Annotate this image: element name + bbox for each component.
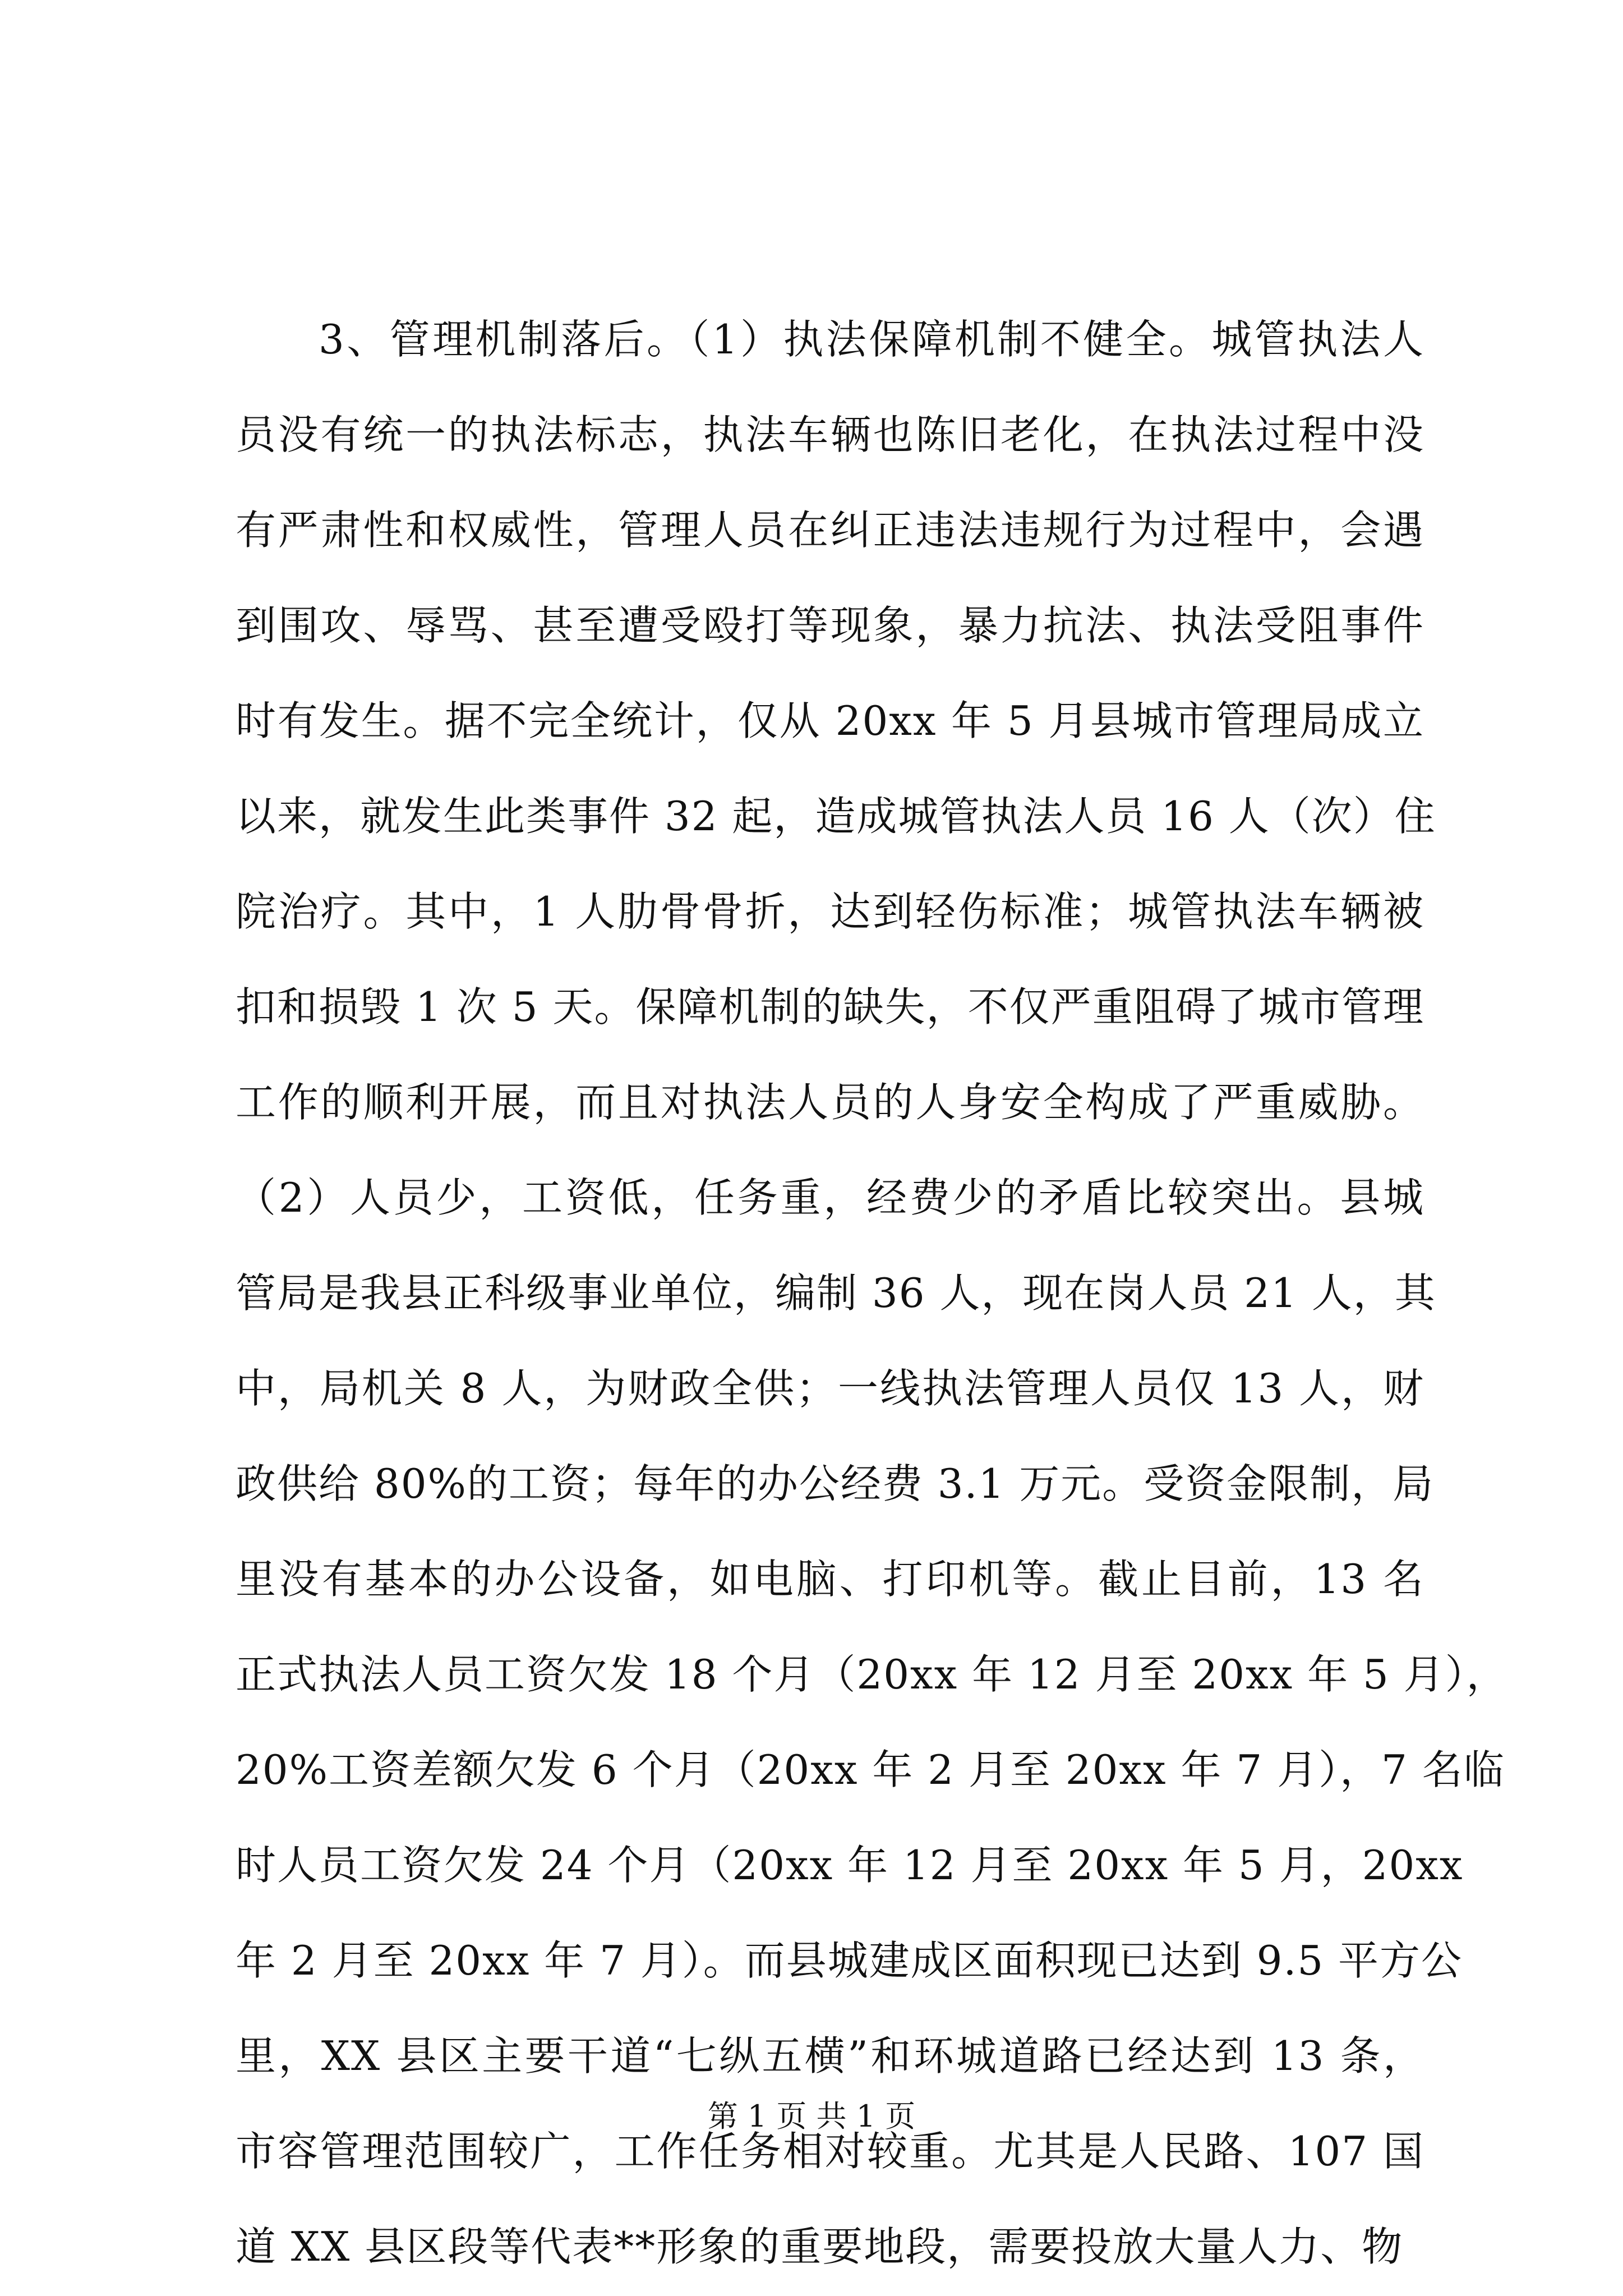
paragraph-line: 年 2 月至 20xx 年 7 月）。而县城建成区面积现已达到 9.5 平方公 [236, 1937, 1463, 1984]
paragraph-line: 3、管理机制落后。（1）执法保障机制不健全。城管执法人 [319, 316, 1424, 363]
paragraph-line: 道 XX 县区段等代表**形象的重要地段，需要投放大量人力、物 [236, 2223, 1404, 2270]
paragraph-line: 有严肃性和权威性，管理人员在纠正违法违规行为过程中，会遇 [236, 507, 1424, 554]
paragraph-line: 扣和损毁 1 次 5 天。保障机制的缺失，不仅严重阻碍了城市管理 [236, 983, 1424, 1030]
paragraph-line: 院治疗。其中，1 人肋骨骨折，达到轻伤标准；城管执法车辆被 [236, 888, 1424, 935]
body-paragraph [236, 292, 1508, 2294]
paragraph-line: 员没有统一的执法标志，执法车辆也陈旧老化，在执法过程中没 [236, 411, 1424, 458]
paragraph-line: 到围攻、辱骂、甚至遭受殴打等现象，暴力抗法、执法受阻事件 [236, 602, 1424, 649]
paragraph-line: 管局是我县正科级事业单位，编制 36 人，现在岗人员 21 人，其 [236, 1269, 1436, 1317]
paragraph-line: 政供给 80%的工资；每年的办公经费 3.1 万元。受资金限制，局 [236, 1460, 1435, 1507]
paragraph-line: 中，局机关 8 人，为财政全供；一线执法管理人员仅 13 人，财 [236, 1365, 1424, 1412]
paragraph-line: （2）人员少，工资低，任务重，经费少的矛盾比较突出。县城 [236, 1174, 1424, 1221]
paragraph-line: 以来，就发生此类事件 32 起，造成城管执法人员 16 人（次）住 [236, 793, 1436, 840]
paragraph-line: 市容管理范围较广，工作任务相对较重。尤其是人民路、107 国 [236, 2128, 1424, 2175]
paragraph-line: 正式执法人员工资欠发 18 个月（20xx 年 12 月至 20xx 年 5 月）， [236, 1651, 1508, 1698]
paragraph-line: 20%工资差额欠发 6 个月（20xx 年 2 月至 20xx 年 7 月），7 名临 [236, 1746, 1505, 1793]
page-number: 第 1 页 共 1 页 [707, 2099, 916, 2134]
paragraph-line: 时有发生。据不完全统计，仅从 20xx 年 5 月县城市管理局成立 [236, 697, 1424, 744]
paragraph-line: 里，XX 县区主要干道“七纵五横”和环城道路已经达到 13 条， [236, 2032, 1424, 2079]
paragraph-line: 时人员工资欠发 24 个月（20xx 年 12 月至 20xx 年 5 月，20xx [236, 1842, 1464, 1889]
page-footer [0, 2097, 1623, 2136]
paragraph-line: 里没有基本的办公设备，如电脑、打印机等。截止目前，13 名 [236, 1556, 1424, 1603]
paragraph-line: 工作的顺利开展，而且对执法人员的人身安全构成了严重威胁。 [236, 1079, 1424, 1126]
